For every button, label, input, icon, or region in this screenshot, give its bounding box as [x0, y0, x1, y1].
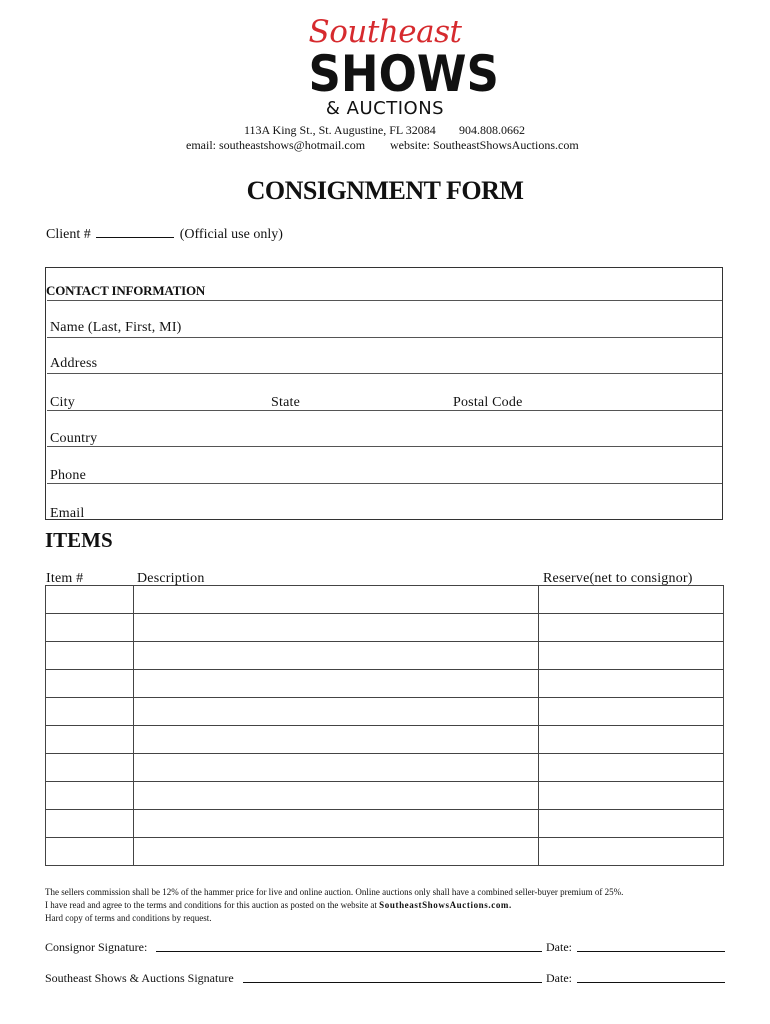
- item-row: [46, 838, 724, 866]
- item-row: [46, 754, 724, 782]
- reserve-cell[interactable]: [539, 726, 724, 754]
- description-cell[interactable]: [133, 642, 538, 670]
- phone-field[interactable]: [47, 483, 722, 484]
- address-website: website: SoutheastShowsAuctions.com: [390, 138, 579, 152]
- item-row: [46, 698, 724, 726]
- items-table: [45, 585, 724, 866]
- client-label: Client #: [46, 227, 91, 242]
- description-cell[interactable]: [133, 810, 538, 838]
- item-number-cell[interactable]: [46, 838, 134, 866]
- logo-script-text: Southeast: [308, 14, 462, 50]
- description-column-header: Description: [137, 571, 205, 586]
- client-note: (Official use only): [179, 227, 283, 242]
- item-row: [46, 670, 724, 698]
- client-number-row: [46, 227, 283, 243]
- reserve-cell[interactable]: [539, 838, 724, 866]
- item-number-cell[interactable]: [46, 698, 134, 726]
- company-signature-field[interactable]: [243, 982, 542, 983]
- address-street: 113A King St., St. Augustine, FL 32084: [244, 123, 436, 137]
- item-row: [46, 586, 724, 614]
- address-field[interactable]: [47, 373, 722, 374]
- country-label: Country: [50, 431, 98, 446]
- form-title: CONSIGNMENT FORM: [246, 176, 524, 205]
- commission-terms: The sellers commission shall be 12% of the hammer price for live and online auction. Online auctions only shall have a combined seller-buyer premium of 25%.: [45, 887, 624, 897]
- item-row: [46, 782, 724, 810]
- description-cell[interactable]: [133, 698, 538, 726]
- postal-code-label: Postal Code: [453, 395, 523, 410]
- item-number-cell[interactable]: [46, 670, 134, 698]
- item-row: [46, 726, 724, 754]
- logo-sub-text: & AUCTIONS: [325, 98, 445, 119]
- item-number-cell[interactable]: [46, 726, 134, 754]
- reserve-cell[interactable]: [539, 698, 724, 726]
- consignor-date-label: Date:: [546, 940, 572, 954]
- consignor-signature-label: Consignor Signature:: [45, 940, 148, 954]
- item-row: [46, 810, 724, 838]
- reserve-cell[interactable]: [539, 670, 724, 698]
- item-number-cell[interactable]: [46, 810, 134, 838]
- client-number-field[interactable]: [96, 237, 174, 238]
- agreement-terms-text: I have read and agree to the terms and conditions for this auction as posted on the website at: [45, 900, 380, 910]
- address-label: Address: [50, 356, 98, 371]
- reserve-cell[interactable]: [539, 754, 724, 782]
- name-label: Name (Last, First, MI): [50, 320, 182, 335]
- description-cell[interactable]: [133, 782, 538, 810]
- item-row: [46, 614, 724, 642]
- item-number-cell[interactable]: [46, 642, 134, 670]
- consignor-signature-field[interactable]: [156, 951, 542, 952]
- company-date-field[interactable]: [577, 982, 725, 983]
- country-field[interactable]: [47, 446, 722, 447]
- contact-info-heading: CONTACT INFORMATION: [46, 283, 206, 298]
- item-number-cell[interactable]: [46, 614, 134, 642]
- email-label: Email: [50, 506, 85, 521]
- reserve-cell[interactable]: [539, 782, 724, 810]
- hard-copy-note: Hard copy of terms and conditions by request.: [45, 913, 212, 923]
- description-cell[interactable]: [133, 754, 538, 782]
- description-cell[interactable]: [133, 838, 538, 866]
- contact-divider: [47, 300, 722, 301]
- address-email: email: southeastshows@hotmail.com: [186, 138, 366, 152]
- city-label: City: [50, 395, 75, 410]
- logo-main-text: SHOWS: [308, 45, 499, 103]
- city-state-postal-field[interactable]: [47, 410, 722, 411]
- company-date-label: Date:: [546, 971, 572, 985]
- agreement-terms: [45, 899, 512, 912]
- description-cell[interactable]: [133, 670, 538, 698]
- state-label: State: [271, 395, 300, 410]
- item-number-cell[interactable]: [46, 586, 134, 614]
- reserve-cell[interactable]: [539, 810, 724, 838]
- item-number-cell[interactable]: [46, 754, 134, 782]
- address-phone: 904.808.0662: [459, 123, 525, 137]
- reserve-column-header: Reserve(net to consignor): [543, 571, 693, 586]
- item-number-cell[interactable]: [46, 782, 134, 810]
- reserve-cell[interactable]: [539, 642, 724, 670]
- description-cell[interactable]: [133, 614, 538, 642]
- reserve-cell[interactable]: [539, 586, 724, 614]
- company-signature-label: Southeast Shows & Auctions Signature: [45, 971, 234, 985]
- terms-website-link[interactable]: SoutheastShowsAuctions.com.: [379, 900, 512, 910]
- item-row: [46, 642, 724, 670]
- item-number-column-header: Item #: [46, 571, 84, 586]
- name-field[interactable]: [47, 337, 722, 338]
- description-cell[interactable]: [133, 726, 538, 754]
- phone-label: Phone: [50, 468, 86, 483]
- items-title: ITEMS: [45, 528, 113, 552]
- description-cell[interactable]: [133, 586, 538, 614]
- consignor-date-field[interactable]: [577, 951, 725, 952]
- reserve-cell[interactable]: [539, 614, 724, 642]
